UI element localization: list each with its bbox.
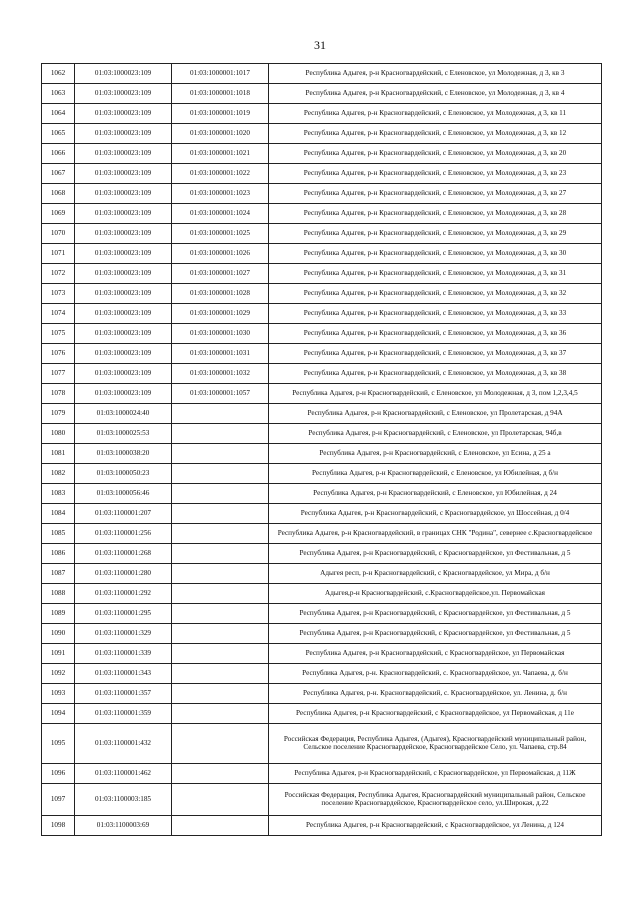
parcel-number-cell: 01:03:1100001:343: [75, 664, 172, 684]
row-number-cell: 1070: [42, 224, 75, 244]
object-number-cell: [172, 484, 269, 504]
object-number-cell: [172, 464, 269, 484]
address-cell: Республика Адыгея, р-н Красногвардейский, с Еленовское, ул Молодежная, д 3, кв 23: [269, 164, 602, 184]
address-cell: Адыгея,р-н Красногвардейский, с.Красногвардейское,ул. Первомайская: [269, 584, 602, 604]
table-row: [42, 264, 602, 284]
parcel-number-cell: 01:03:1000023:109: [75, 184, 172, 204]
object-number-cell: [172, 784, 269, 816]
object-number-cell: 01:03:1000001:1019: [172, 104, 269, 124]
address-cell: Республика Адыгея, р-н Красногвардейский, с Еленовское, ул Молодежная, д 3, кв 36: [269, 324, 602, 344]
address-cell: Республика Адыгея, р-н Красногвардейский, с Еленовское, ул Молодежная, д 3, кв 12: [269, 124, 602, 144]
address-cell: Республика Адыгея, р-н Красногвардейский, с Еленовское, ул Молодежная, д 3, кв 11: [269, 104, 602, 124]
parcel-number-cell: 01:03:1100001:268: [75, 544, 172, 564]
row-number-cell: 1098: [42, 816, 75, 836]
parcel-number-cell: 01:03:1000023:109: [75, 264, 172, 284]
parcel-number-cell: 01:03:1000050:23: [75, 464, 172, 484]
row-number-cell: 1089: [42, 604, 75, 624]
row-number-cell: 1086: [42, 544, 75, 564]
row-number-cell: 1097: [42, 784, 75, 816]
parcel-number-cell: 01:03:1100001:292: [75, 584, 172, 604]
table-row: [42, 244, 602, 264]
table-row: [42, 164, 602, 184]
parcel-number-cell: 01:03:1000056:46: [75, 484, 172, 504]
table-row: [42, 364, 602, 384]
row-number-cell: 1092: [42, 664, 75, 684]
address-cell: Республика Адыгея, р-н Красногвардейский, с Еленовское, ул Есина, д 25 а: [269, 444, 602, 464]
table-row: [42, 404, 602, 424]
address-cell: Республика Адыгея, р-н Красногвардейский, с Еленовское, ул Молодежная, д 3, пом 1,2,3,4,5: [269, 384, 602, 404]
address-cell: Республика Адыгея, р-н Красногвардейский, с Красногвардейское, ул Ленина, д 124: [269, 816, 602, 836]
parcel-number-cell: 01:03:1000023:109: [75, 64, 172, 84]
page-number: 31: [314, 38, 326, 52]
table-row: [42, 324, 602, 344]
object-number-cell: 01:03:1000001:1020: [172, 124, 269, 144]
parcel-number-cell: 01:03:1100001:432: [75, 724, 172, 764]
object-number-cell: [172, 624, 269, 644]
address-cell: Республика Адыгея, р-н Красногвардейский, с Красногвардейское, ул Фестивальная, д 5: [269, 544, 602, 564]
object-number-cell: 01:03:1000001:1057: [172, 384, 269, 404]
parcel-number-cell: 01:03:1000023:109: [75, 364, 172, 384]
address-cell: Республика Адыгея, р-н Красногвардейский, с Еленовское, ул Юбилейная, д 24: [269, 484, 602, 504]
address-cell: Республика Адыгея, р-н Красногвардейский, с Еленовское, ул Молодежная, д 3, кв 27: [269, 184, 602, 204]
object-number-cell: 01:03:1000001:1024: [172, 204, 269, 224]
address-cell: Республика Адыгея, р-н Красногвардейский, с Красногвардейское, ул Фестивальная, д 5: [269, 624, 602, 644]
parcel-number-cell: 01:03:1000023:109: [75, 304, 172, 324]
row-number-cell: 1093: [42, 684, 75, 704]
object-number-cell: [172, 684, 269, 704]
parcel-number-cell: 01:03:1100001:207: [75, 504, 172, 524]
object-number-cell: [172, 724, 269, 764]
table-row: [42, 184, 602, 204]
parcel-number-cell: 01:03:1000023:109: [75, 164, 172, 184]
row-number-cell: 1077: [42, 364, 75, 384]
object-number-cell: [172, 404, 269, 424]
row-number-cell: 1083: [42, 484, 75, 504]
table-row: [42, 144, 602, 164]
parcel-number-cell: 01:03:1000023:109: [75, 144, 172, 164]
object-number-cell: [172, 424, 269, 444]
row-number-cell: 1073: [42, 284, 75, 304]
parcel-number-cell: 01:03:1000024:40: [75, 404, 172, 424]
address-cell: Адыгея респ, р-н Красногвардейский, с Красногвардейское, ул Мира, д б/н: [269, 564, 602, 584]
row-number-cell: 1076: [42, 344, 75, 364]
table-row: [42, 584, 602, 604]
object-number-cell: 01:03:1000001:1025: [172, 224, 269, 244]
table-row: [42, 84, 602, 104]
table-row: [42, 424, 602, 444]
address-cell: Республика Адыгея, р-н Красногвардейский, с Красногвардейское, ул Первомайская, д 11Ж: [269, 764, 602, 784]
parcel-number-cell: 01:03:1100003:69: [75, 816, 172, 836]
parcel-number-cell: 01:03:1000023:109: [75, 124, 172, 144]
table-row: [42, 444, 602, 464]
table-body: [42, 64, 602, 836]
object-number-cell: [172, 644, 269, 664]
row-number-cell: 1079: [42, 404, 75, 424]
table-row: [42, 464, 602, 484]
parcel-number-cell: 01:03:1000023:109: [75, 324, 172, 344]
address-cell: Республика Адыгея, р-н. Красногвардейский, с. Красногвардейское, ул. Чапаева, д. б/н: [269, 664, 602, 684]
address-cell: Российская Федерация, Республика Адыгея, (Адыгея), Красногвардейский муниципальный район, Сельское поселение Красногвардейское, Красногвардейское Село, ул. Чапаева, стр.84: [269, 724, 602, 764]
object-number-cell: 01:03:1000001:1022: [172, 164, 269, 184]
parcel-number-cell: 01:03:1000023:109: [75, 384, 172, 404]
address-cell: Республика Адыгея, р-н Красногвардейский, с Красногвардейское, ул Первомайская: [269, 644, 602, 664]
address-cell: Республика Адыгея, р-н Красногвардейский, с Красногвардейское, ул Первомайская, д 11е: [269, 704, 602, 724]
property-table: [41, 63, 602, 836]
row-number-cell: 1066: [42, 144, 75, 164]
object-number-cell: [172, 444, 269, 464]
parcel-number-cell: 01:03:1100001:357: [75, 684, 172, 704]
row-number-cell: 1064: [42, 104, 75, 124]
row-number-cell: 1075: [42, 324, 75, 344]
address-cell: Республика Адыгея, р-н Красногвардейский, с Красногвардейское, ул Фестивальная, д 5: [269, 604, 602, 624]
row-number-cell: 1068: [42, 184, 75, 204]
parcel-number-cell: 01:03:1100003:185: [75, 784, 172, 816]
object-number-cell: 01:03:1000001:1030: [172, 324, 269, 344]
table-row: [42, 764, 602, 784]
object-number-cell: [172, 664, 269, 684]
parcel-number-cell: 01:03:1000025:53: [75, 424, 172, 444]
row-number-cell: 1067: [42, 164, 75, 184]
object-number-cell: 01:03:1000001:1031: [172, 344, 269, 364]
row-number-cell: 1074: [42, 304, 75, 324]
table-row: [42, 784, 602, 816]
row-number-cell: 1071: [42, 244, 75, 264]
parcel-number-cell: 01:03:1000023:109: [75, 244, 172, 264]
table-row: [42, 204, 602, 224]
address-cell: Республика Адыгея, р-н Красногвардейский, с Еленовское, ул Пролетарская, 94б,в: [269, 424, 602, 444]
table-row: [42, 484, 602, 504]
address-cell: Республика Адыгея, р-н Красногвардейский, с Еленовское, ул Молодежная, д 3, кв 38: [269, 364, 602, 384]
parcel-number-cell: 01:03:1100001:462: [75, 764, 172, 784]
address-cell: Российская Федерация, Республика Адыгея, Красногвардейский муниципальный район, Сельское поселение Красногвардейское, Красногвардейское село, ул.Широкая, д.22: [269, 784, 602, 816]
address-cell: Республика Адыгея, р-н Красногвардейский, с Еленовское, ул Молодежная, д 3, кв 31: [269, 264, 602, 284]
table-row: [42, 104, 602, 124]
object-number-cell: 01:03:1000001:1018: [172, 84, 269, 104]
address-cell: Республика Адыгея, р-н Красногвардейский, с Еленовское, ул Молодежная, д 3, кв 30: [269, 244, 602, 264]
table-row: [42, 564, 602, 584]
address-cell: Республика Адыгея, р-н Красногвардейский, с Еленовское, ул Молодежная, д 3, кв 33: [269, 304, 602, 324]
table-row: [42, 124, 602, 144]
row-number-cell: 1095: [42, 724, 75, 764]
table-row: [42, 344, 602, 364]
object-number-cell: 01:03:1000001:1023: [172, 184, 269, 204]
parcel-number-cell: 01:03:1000023:109: [75, 204, 172, 224]
table-row: [42, 644, 602, 664]
parcel-number-cell: 01:03:1100001:329: [75, 624, 172, 644]
parcel-number-cell: 01:03:1000023:109: [75, 104, 172, 124]
row-number-cell: 1087: [42, 564, 75, 584]
object-number-cell: 01:03:1000001:1021: [172, 144, 269, 164]
row-number-cell: 1082: [42, 464, 75, 484]
address-cell: Республика Адыгея, р-н Красногвардейский, с Еленовское, ул Молодежная, д 3, кв 3: [269, 64, 602, 84]
object-number-cell: [172, 816, 269, 836]
address-cell: Республика Адыгея, р-н Красногвардейский, с Еленовское, ул Молодежная, д 3, кв 37: [269, 344, 602, 364]
object-number-cell: [172, 764, 269, 784]
object-number-cell: 01:03:1000001:1017: [172, 64, 269, 84]
parcel-number-cell: 01:03:1100001:256: [75, 524, 172, 544]
object-number-cell: [172, 584, 269, 604]
row-number-cell: 1088: [42, 584, 75, 604]
row-number-cell: 1090: [42, 624, 75, 644]
parcel-number-cell: 01:03:1000023:109: [75, 84, 172, 104]
address-cell: Республика Адыгея, р-н Красногвардейский, с Еленовское, ул Молодежная, д 3, кв 29: [269, 224, 602, 244]
table-row: [42, 724, 602, 764]
table-row: [42, 624, 602, 644]
object-number-cell: 01:03:1000001:1029: [172, 304, 269, 324]
table-row: [42, 816, 602, 836]
address-cell: Республика Адыгея, р-н Красногвардейский, с Красногвардейское, ул Шоссейная, д 0/4: [269, 504, 602, 524]
parcel-number-cell: 01:03:1100001:359: [75, 704, 172, 724]
address-cell: Республика Адыгея, р-н Красногвардейский, с Еленовское, ул Молодежная, д 3, кв 4: [269, 84, 602, 104]
object-number-cell: 01:03:1000001:1028: [172, 284, 269, 304]
row-number-cell: 1078: [42, 384, 75, 404]
table-row: [42, 284, 602, 304]
table-row: [42, 224, 602, 244]
parcel-number-cell: 01:03:1000038:20: [75, 444, 172, 464]
object-number-cell: [172, 564, 269, 584]
row-number-cell: 1096: [42, 764, 75, 784]
row-number-cell: 1063: [42, 84, 75, 104]
table-row: [42, 304, 602, 324]
object-number-cell: [172, 604, 269, 624]
address-cell: Республика Адыгея, р-н Красногвардейский, с Еленовское, ул Молодежная, д 3, кв 28: [269, 204, 602, 224]
object-number-cell: [172, 544, 269, 564]
table-row: [42, 384, 602, 404]
address-cell: Республика Адыгея, р-н Красногвардейский, с Еленовское, ул Молодежная, д 3, кв 20: [269, 144, 602, 164]
table-row: [42, 704, 602, 724]
parcel-number-cell: 01:03:1100001:280: [75, 564, 172, 584]
object-number-cell: 01:03:1000001:1027: [172, 264, 269, 284]
table-row: [42, 604, 602, 624]
row-number-cell: 1062: [42, 64, 75, 84]
row-number-cell: 1065: [42, 124, 75, 144]
row-number-cell: 1084: [42, 504, 75, 524]
object-number-cell: 01:03:1000001:1032: [172, 364, 269, 384]
address-cell: Республика Адыгея, р-н Красногвардейский, с Еленовское, ул Молодежная, д 3, кв 32: [269, 284, 602, 304]
row-number-cell: 1072: [42, 264, 75, 284]
address-cell: Республика Адыгея, р-н Красногвардейский, с Еленовское, ул Юбилейная, д б/н: [269, 464, 602, 484]
row-number-cell: 1091: [42, 644, 75, 664]
table-row: [42, 544, 602, 564]
object-number-cell: [172, 524, 269, 544]
object-number-cell: 01:03:1000001:1026: [172, 244, 269, 264]
table-row: [42, 64, 602, 84]
table-row: [42, 504, 602, 524]
table-row: [42, 524, 602, 544]
parcel-number-cell: 01:03:1100001:295: [75, 604, 172, 624]
object-number-cell: [172, 504, 269, 524]
parcel-number-cell: 01:03:1000023:109: [75, 284, 172, 304]
parcel-number-cell: 01:03:1100001:339: [75, 644, 172, 664]
row-number-cell: 1085: [42, 524, 75, 544]
table-row: [42, 684, 602, 704]
address-cell: Республика Адыгея, р-н Красногвардейский, в границах СНК "Родина", севернее с.Красногвардейское: [269, 524, 602, 544]
object-number-cell: [172, 704, 269, 724]
row-number-cell: 1094: [42, 704, 75, 724]
parcel-number-cell: 01:03:1000023:109: [75, 224, 172, 244]
address-cell: Республика Адыгея, р-н. Красногвардейский, с. Красногвардейское, ул. Ленина, д. б/н: [269, 684, 602, 704]
row-number-cell: 1081: [42, 444, 75, 464]
row-number-cell: 1069: [42, 204, 75, 224]
table-row: [42, 664, 602, 684]
address-cell: Республика Адыгея, р-н Красногвардейский, с Еленовское, ул Пролетарская, д 94А: [269, 404, 602, 424]
parcel-number-cell: 01:03:1000023:109: [75, 344, 172, 364]
row-number-cell: 1080: [42, 424, 75, 444]
